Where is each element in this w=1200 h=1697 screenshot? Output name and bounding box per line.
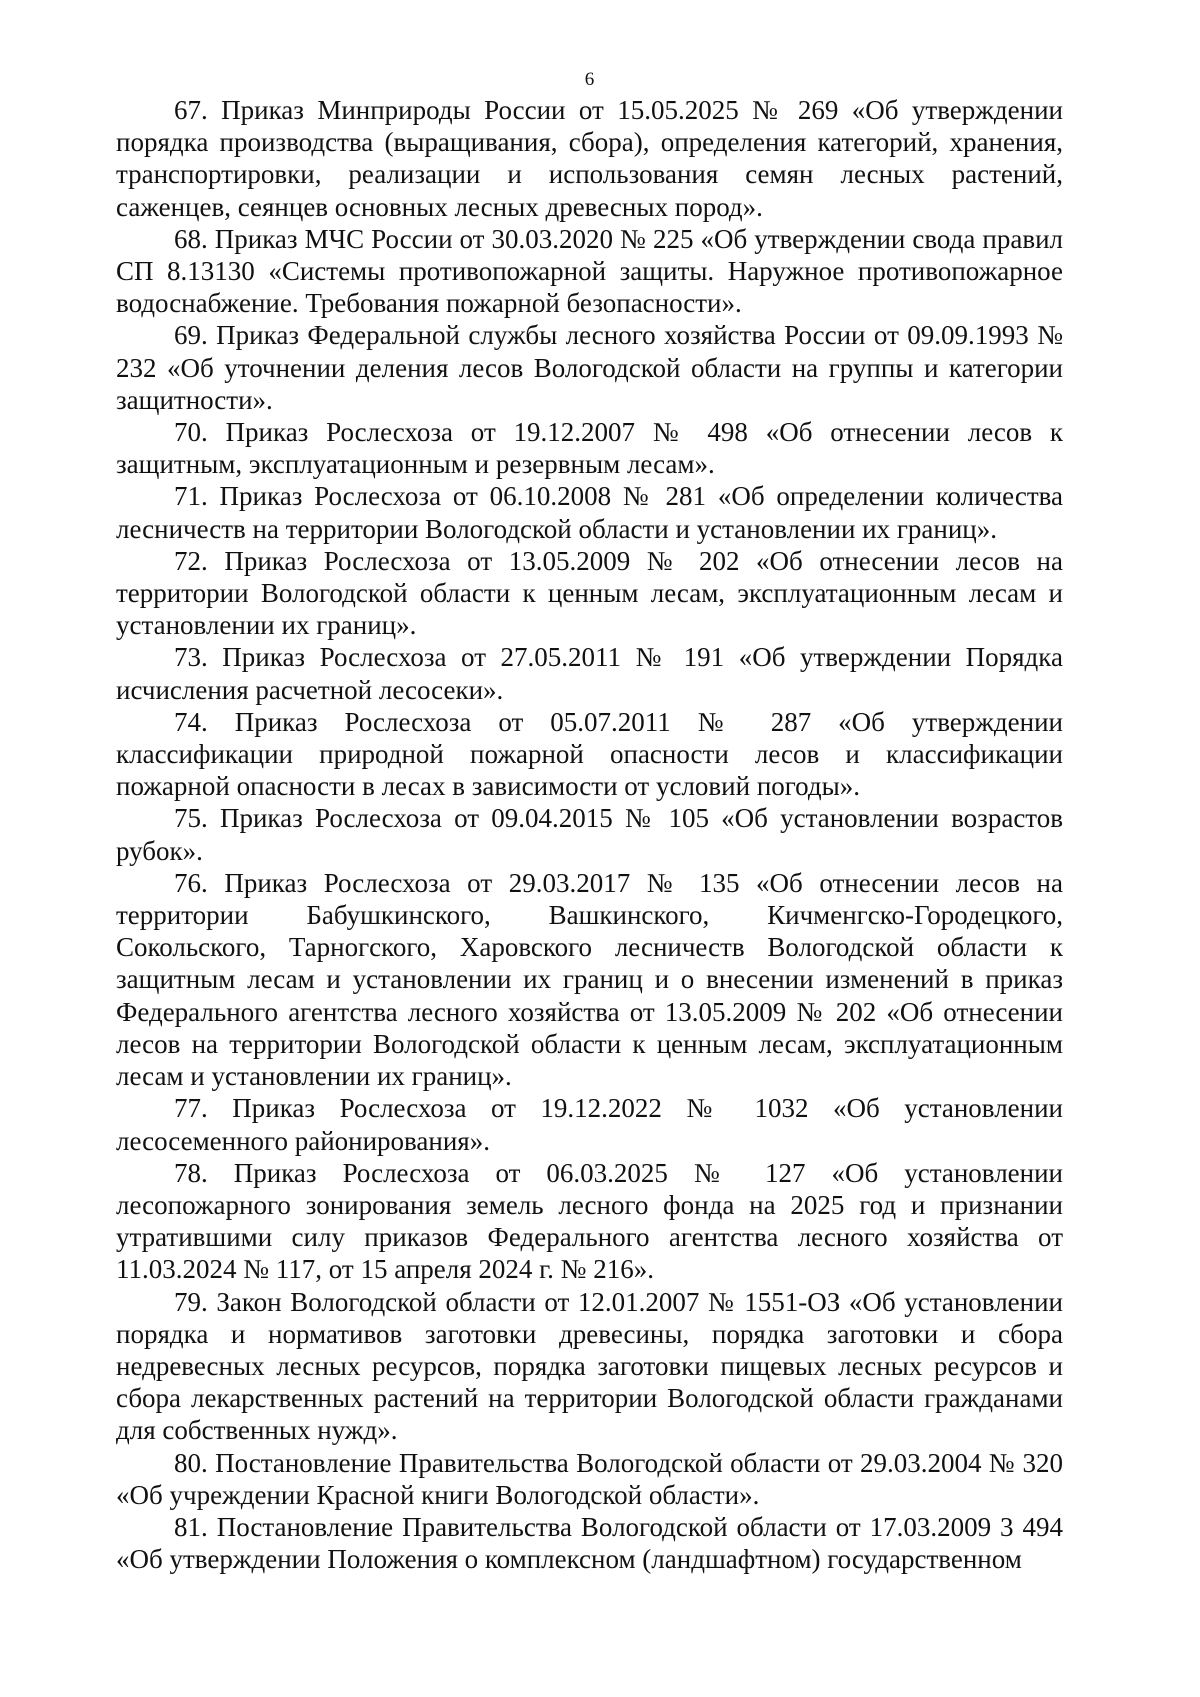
list-item: 80. Постановление Правительства Вологодской области от 29.03.2004 № 320 «Об учреждении Красной книги Вологодской области». [116,1447,1063,1510]
list-item: 77. Приказ Рослесхоза от 19.12.2022 № 1032 «Об установлении лесосеменного районирования». [116,1093,1063,1156]
list-item: 78. Приказ Рослесхоза от 06.03.2025 № 127 «Об установлении лесопожарного зонирования земель лесного фонда на 2025 год и признании утратившими силу приказов Федерального агентства лесного хозяйства от 11.03.2024 № 117, от 15 апреля 2024 г. № 216». [116,1157,1063,1285]
list-item: 72. Приказ Рослесхоза от 13.05.2009 № 202 «Об отнесении лесов на территории Вологодской области к ценным лесам, эксплуатационным лесам и установлении их границ». [116,545,1063,641]
list-item: 71. Приказ Рослесхоза от 06.10.2008 № 281 «Об определении количества лесничеств на территории Вологодской области и установлении их границ». [116,481,1063,544]
list-item: 69. Приказ Федеральной службы лесного хозяйства России от 09.09.1993 № 232 «Об уточнении деления лесов Вологодской области на группы и категории защитности». [116,320,1063,415]
list-item: 81. Постановление Правительства Вологодской области от 17.03.2009 3 494 «Об утверждении Положения о комплексном (ландшафтном) государственном [116,1511,1063,1575]
list-item: 73. Приказ Рослесхоза от 27.05.2011 № 191 «Об утверждении Порядка исчисления расчетной лесосеки». [116,642,1063,705]
page-number: 6 [584,69,595,90]
list-item: 68. Приказ МЧС России от 30.03.2020 № 225 «Об утверждении свода правил СП 8.13130 «Системы противопожарной защиты. Наружное противопожарное водоснабжение. Требования пожарной безопасности». [116,223,1063,319]
list-item: 76. Приказ Рослесхоза от 29.03.2017 № 135 «Об отнесении лесов на территории Бабушкинского, Вашкинского, Кичменгско-Городецкого, Сокольского, Тарногского, Харовского лесничеств Вологодской области к защитным лесам и установлении их границ и о внесении изменений в приказ Федерального агентства лесного хозяйства от 13.05.2009 № 202 «Об отнесении лесов на территории Вологодской области к ценным лесам, эксплуатационным лесам и установлении их границ». [116,867,1063,1092]
list-item: 74. Приказ Рослесхоза от 05.07.2011 № 287 «Об утверждении классификации природной пожарной опасности лесов и классификации пожарной опасности в лесах в зависимости от условий погоды». [116,706,1063,802]
list-item: 75. Приказ Рослесхоза от 09.04.2015 № 105 «Об установлении возрастов рубок». [116,803,1063,866]
list-item: 79. Закон Вологодской области от 12.01.2007 № 1551-ОЗ «Об установлении порядка и нормативов заготовки древесины, порядка заготовки и сбора недревесных лесных ресурсов, порядка заготовки пищевых лесных ресурсов и сбора лекарственных растений на территории Вологодской области гражданами для собственных нужд». [116,1286,1063,1446]
document-page [116,68,1063,1575]
list-item: 70. Приказ Рослесхоза от 19.12.2007 № 498 «Об отнесении лесов к защитным, эксплуатационным и резервным лесам». [116,417,1063,480]
list-item: 67. Приказ Минприроды России от 15.05.2025 № 269 «Об утверждении порядка производства (выращивания, сбора), определения категорий, хранения, транспортировки, реализации и использования семян лесных растений, саженцев, сеянцев основных лесных древесных пород». [116,95,1063,222]
